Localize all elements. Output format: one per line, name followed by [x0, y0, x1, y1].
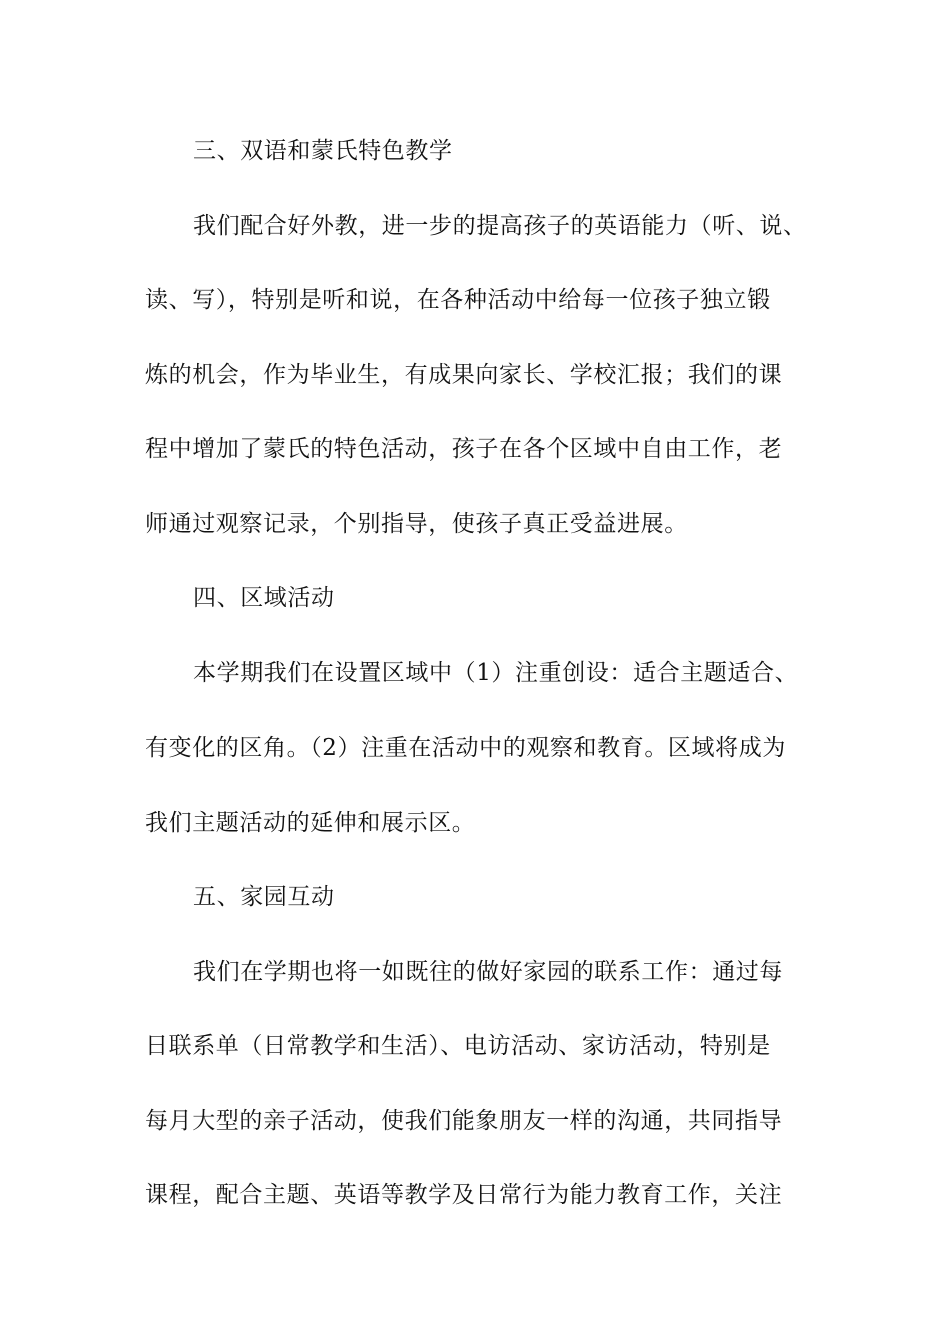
paragraph-line: 有变化的区角。（2）注重在活动中的观察和教育。区域将成为	[145, 735, 786, 761]
paragraph-line: 我们主题活动的延伸和展示区。	[145, 810, 476, 836]
paragraph-line: 我们在学期也将一如既往的做好家园的联系工作：通过每	[193, 959, 783, 985]
paragraph-line: 读、写），特别是听和说，在各种活动中给每一位孩子独立锻	[145, 287, 771, 313]
section-heading-bilingual: 三、双语和蒙氏特色教学	[193, 138, 453, 164]
paragraph-line: 本学期我们在设置区域中（1）注重创设：适合主题适合、	[193, 660, 799, 686]
paragraph-line: 课程，配合主题、英语等教学及日常行为能力教育工作，关注	[145, 1182, 783, 1208]
paragraph-line: 日联系单（日常教学和生活）、电访活动、家访活动，特别是	[145, 1033, 771, 1059]
paragraph-line: 炼的机会，作为毕业生，有成果向家长、学校汇报；我们的课	[145, 362, 783, 388]
paragraph-line: 师通过观察记录，个别指导，使孩子真正受益进展。	[145, 511, 688, 537]
paragraph-line: 我们配合好外教，进一步的提高孩子的英语能力（听、说、	[193, 213, 807, 239]
paragraph-line: 每月大型的亲子活动，使我们能象朋友一样的沟通，共同指导	[145, 1108, 783, 1134]
paragraph-line: 程中增加了蒙氏的特色活动，孩子在各个区域中自由工作，老	[145, 436, 783, 462]
section-heading-area-activities: 四、区域活动	[193, 585, 335, 611]
section-heading-home-school: 五、家园互动	[193, 884, 335, 910]
